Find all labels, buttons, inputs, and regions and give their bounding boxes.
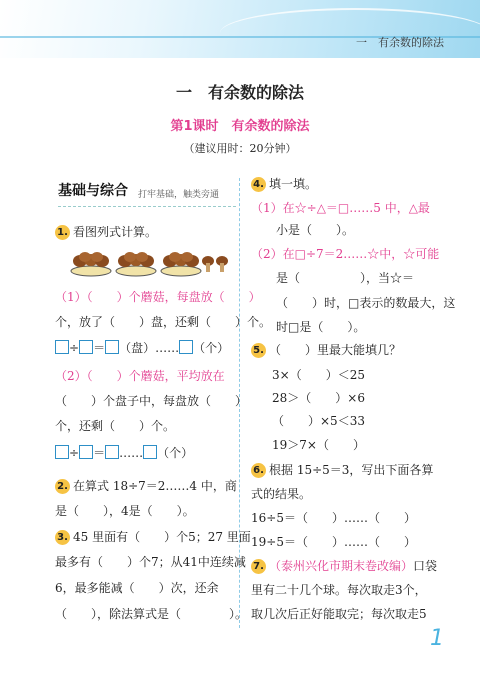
- q3-line1: 3. 45 里面有（ ）个5；27 里面: [55, 529, 251, 545]
- q2-line2: 是（ ），4是（ ）。: [55, 504, 195, 518]
- q2-line1: 2. 在算式 18÷7＝2……4 中，商: [55, 478, 237, 494]
- q4-part2-line3: （ ）时，□表示的数最大，这: [276, 296, 456, 310]
- q5-item4: 19＞7×（ ）: [272, 438, 365, 452]
- answer-box[interactable]: [79, 445, 93, 459]
- section-title: 基础与综合: [58, 183, 128, 199]
- q1-equation-1: ÷ ＝ （盘）…… （个）: [55, 340, 229, 356]
- answer-box[interactable]: [55, 445, 69, 459]
- q4-part1-line1: （1）在☆÷△＝□……5 中，△最: [251, 201, 430, 215]
- q3-line4: （ ），除法算式是（ ）。: [55, 607, 248, 621]
- answer-box[interactable]: [79, 340, 93, 354]
- question-number: 5.: [251, 343, 266, 358]
- q4-part2-line2: 是（ ），当☆＝: [276, 271, 415, 285]
- q7-line3: 取几次后正好能取完；每次取走5: [251, 607, 427, 621]
- lesson-title: 第1课时 有余数的除法: [170, 119, 310, 134]
- q1-part1-line2: 个，放了（ ）盘，还剩（ ）个。: [55, 315, 272, 329]
- q6-item1: 16÷5＝（ ）……（ ）: [251, 511, 416, 525]
- q6-line1: 6. 根据 15÷5＝3，写出下面各算: [251, 462, 433, 478]
- plate-1: [71, 252, 111, 276]
- question-number: 4.: [251, 177, 266, 192]
- question-number: 7.: [251, 559, 266, 574]
- question-number: 2.: [55, 479, 70, 494]
- header-wave: [220, 8, 480, 58]
- q5-item1: 3×（ ）＜25: [272, 368, 365, 382]
- q3-line2: 最多有（ ）个7；从41中连续减: [55, 555, 246, 569]
- q6-item2: 19÷5＝（ ）……（ ）: [251, 535, 416, 549]
- question-number: 6.: [251, 463, 266, 478]
- q4-title: 4. 填一填。: [251, 176, 317, 192]
- q5-item3: （ ）×5＜33: [272, 414, 365, 428]
- q1-equation-2: ÷ ＝ …… （个）: [55, 445, 193, 461]
- answer-box[interactable]: [179, 340, 193, 354]
- q7-source: （泰州兴化市期末卷改编）: [269, 559, 414, 573]
- answer-box[interactable]: [105, 340, 119, 354]
- q7-line2: 里有二十几个球。每次取走3个，: [251, 583, 427, 597]
- q1-part2-line3: 个，还剩（ ）个。: [55, 419, 176, 433]
- q4-part2-line1: （2）在□÷7＝2……☆中，☆可能: [251, 247, 440, 261]
- q1-title: 1. 看图列式计算。: [55, 224, 157, 240]
- mushroom-plates-image: [70, 249, 230, 277]
- q4-part1-line2: 小是（ ）。: [276, 223, 355, 237]
- q7-line1: 7. （泰州兴化市期末卷改编）口袋: [251, 558, 437, 574]
- question-number: 1.: [55, 225, 70, 240]
- plate-2: [116, 252, 156, 276]
- answer-box[interactable]: [55, 340, 69, 354]
- page-number: 1: [430, 626, 444, 651]
- q5-title: 5. （ ）里最大能填几？: [251, 342, 401, 358]
- q6-line2: 式的结果。: [251, 487, 312, 501]
- plate-3: [161, 252, 201, 276]
- loose-mushrooms: [202, 256, 228, 272]
- time-note: （建议用时：20分钟）: [183, 142, 297, 155]
- section-slogan: 打牢基础，触类旁通: [138, 190, 220, 200]
- q1-part2-line2: （ ）个盘子中，每盘放（ ）: [55, 394, 248, 408]
- question-number: 3.: [55, 530, 70, 545]
- chapter-title: 一 有余数的除法: [175, 83, 304, 102]
- q4-part2-line4: 时□是（ ）。: [276, 320, 366, 334]
- q1-part2-line1: （2）（ ）个蘑菇，平均放在: [55, 369, 225, 383]
- answer-box[interactable]: [143, 445, 157, 459]
- q3-line3: 6，最多能减（ ）次，还余: [55, 581, 219, 595]
- q5-item2: 28＞（ ）×6: [272, 391, 365, 405]
- section-underline: [58, 206, 236, 207]
- answer-box[interactable]: [105, 445, 119, 459]
- q1-part1-line1: （1）（ ）个蘑菇，每盘放（ ）: [55, 290, 261, 304]
- running-header: 一 有余数的除法: [356, 36, 444, 49]
